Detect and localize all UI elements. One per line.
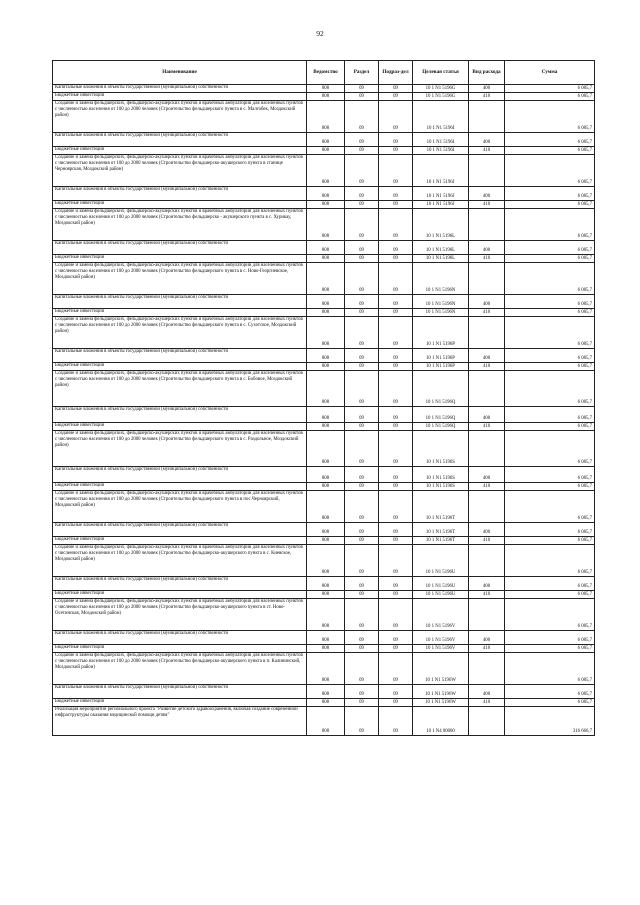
header-podrazdel: Подраз-дел (379, 61, 413, 85)
cell-ved: 808 (307, 201, 345, 209)
table-row (53, 309, 595, 317)
cell-cs: 10 1 N1 5196V (413, 631, 469, 645)
cell-sum: 6 085,7 (505, 545, 595, 577)
cell-podrazdel: 09 (379, 523, 413, 537)
cell-name: Создание и замена фельдшерских, фельдшерско-акушерских пунктов и врачебных амбулаторий для населенных пунктов с численностью населения от 100 до 2000 человек (Строительство фельдшерско-акушерского пункта в п. Калининский, Моздокский район) (53, 653, 307, 685)
cell-cs: 10 1 N1 5196J (413, 201, 469, 209)
cell-vr: 410 (469, 591, 505, 599)
table-row (53, 431, 595, 467)
cell-vr: 400 (469, 133, 505, 147)
cell-sum: 6 085,7 (505, 309, 595, 317)
cell-vr (469, 707, 505, 736)
cell-razdel: 09 (345, 591, 379, 599)
cell-cs: 10 1 N1 5196T (413, 523, 469, 537)
cell-ved: 808 (307, 147, 345, 155)
cell-podrazdel: 09 (379, 599, 413, 631)
table-row (53, 85, 595, 93)
cell-sum: 6 085,7 (505, 631, 595, 645)
cell-ved: 808 (307, 653, 345, 685)
cell-vr: 410 (469, 483, 505, 491)
cell-vr: 410 (469, 645, 505, 653)
cell-vr: 410 (469, 147, 505, 155)
cell-ved: 808 (307, 101, 345, 133)
cell-sum: 6 085,7 (505, 653, 595, 685)
cell-name: Бюджетные инвестиции (53, 363, 307, 371)
table-row (53, 653, 595, 685)
header-cs: Целевая статья (413, 61, 469, 85)
cell-sum: 6 085,7 (505, 371, 595, 407)
table-row (53, 349, 595, 363)
cell-vr: 400 (469, 187, 505, 201)
cell-vr: 410 (469, 537, 505, 545)
cell-cs: 10 1 N1 5196W (413, 685, 469, 699)
budget-table (52, 60, 595, 736)
table-row (53, 685, 595, 699)
table-row (53, 707, 595, 736)
cell-cs: 10 1 N1 5196N (413, 309, 469, 317)
cell-name: Капитальные вложения в объекты государственной (муниципальной) собственности (53, 241, 307, 255)
cell-name: Бюджетные инвестиции (53, 423, 307, 431)
cell-podrazdel: 09 (379, 241, 413, 255)
cell-name: Создание и замена фельдшерских, фельдшерско-акушерских пунктов и врачебных амбулаторий для населенных пунктов с численностью населения от 100 до 2000 человек (Строительство фельдшерско-акушерского пункта в ст. Ново-Осетинская, Моздокский район) (53, 599, 307, 631)
cell-cs: 10 1 N1 5196Q (413, 407, 469, 423)
cell-razdel: 09 (345, 317, 379, 349)
cell-razdel: 09 (345, 241, 379, 255)
cell-vr (469, 209, 505, 241)
cell-name: Создание и замена фельдшерских, фельдшерско-акушерских пунктов и врачебных амбулаторий для населенных пунктов с численностью населения от 100 до 2000 человек (Строительство фельдшерского пункта в пос.Черноярский, Моздокский район) (53, 491, 307, 523)
cell-ved: 808 (307, 93, 345, 101)
cell-ved: 808 (307, 209, 345, 241)
cell-cs: 10 1 N1 5196W (413, 653, 469, 685)
cell-sum: 6 085,7 (505, 241, 595, 255)
table-row (53, 577, 595, 591)
cell-podrazdel: 09 (379, 707, 413, 736)
cell-podrazdel: 09 (379, 101, 413, 133)
cell-vr: 400 (469, 685, 505, 699)
table-row (53, 467, 595, 483)
table-row (53, 241, 595, 255)
cell-vr: 410 (469, 363, 505, 371)
cell-vr (469, 101, 505, 133)
cell-name: Бюджетные инвестиции (53, 591, 307, 599)
table-row (53, 209, 595, 241)
table-row (53, 101, 595, 133)
cell-sum: 6 085,7 (505, 591, 595, 599)
table-row (53, 407, 595, 423)
cell-cs: 10 1 N1 5196G (413, 93, 469, 101)
cell-vr: 400 (469, 85, 505, 93)
table-row (53, 201, 595, 209)
cell-razdel: 09 (345, 523, 379, 537)
cell-ved: 808 (307, 591, 345, 599)
cell-razdel: 09 (345, 407, 379, 423)
cell-ved: 808 (307, 423, 345, 431)
cell-vr (469, 263, 505, 295)
cell-podrazdel: 09 (379, 591, 413, 599)
cell-ved: 808 (307, 491, 345, 523)
cell-razdel: 09 (345, 209, 379, 241)
cell-sum: 6 085,7 (505, 491, 595, 523)
cell-vr: 400 (469, 467, 505, 483)
cell-name: Капитальные вложения в объекты государственной (муниципальной) собственности (53, 187, 307, 201)
cell-name: Капитальные вложения в объекты государственной (муниципальной) собственности (53, 685, 307, 699)
cell-sum: 6 085,7 (505, 187, 595, 201)
cell-ved: 808 (307, 241, 345, 255)
table-row (53, 699, 595, 707)
cell-sum: 6 085,7 (505, 133, 595, 147)
header-razdel: Раздел (345, 61, 379, 85)
table-row (53, 423, 595, 431)
cell-razdel: 09 (345, 423, 379, 431)
cell-sum: 6 085,7 (505, 209, 595, 241)
cell-name: Создание и замена фельдшерских, фельдшерско-акушерских пунктов и врачебных амбулаторий для населенных пунктов с численностью населения от 100 до 2000 человек (Строительство фельдшерского пункта в с. Сухотское, Моздокский район) (53, 317, 307, 349)
cell-cs: 10 1 N1 5196Q (413, 371, 469, 407)
cell-ved: 808 (307, 699, 345, 707)
cell-razdel: 09 (345, 309, 379, 317)
cell-name: Создание и замена фельдшерских, фельдшерско-акушерских пунктов и врачебных амбулаторий для населенных пунктов с численностью населения от 100 до 2000 человек (Строительство фельдшерского пункта в с. Ново-Георгиевское, Моздокский район) (53, 263, 307, 295)
cell-razdel: 09 (345, 349, 379, 363)
cell-name: Капитальные вложения в объекты государственной (муниципальной) собственности (53, 295, 307, 309)
cell-ved: 808 (307, 133, 345, 147)
cell-cs: 10 1 N1 5196G (413, 85, 469, 93)
cell-sum: 6 085,7 (505, 349, 595, 363)
cell-podrazdel: 09 (379, 93, 413, 101)
cell-sum: 6 085,7 (505, 317, 595, 349)
cell-podrazdel: 09 (379, 423, 413, 431)
cell-cs: 10 1 N1 5196I (413, 147, 469, 155)
cell-razdel: 09 (345, 653, 379, 685)
table-row (53, 93, 595, 101)
cell-sum: 6 085,7 (505, 423, 595, 431)
table-row (53, 537, 595, 545)
cell-ved: 808 (307, 537, 345, 545)
cell-ved: 808 (307, 155, 345, 187)
header-sum: Сумма (505, 61, 595, 85)
cell-vr: 400 (469, 577, 505, 591)
table-row (53, 263, 595, 295)
header-ved: Ведомство (307, 61, 345, 85)
table-row (53, 483, 595, 491)
cell-vr (469, 599, 505, 631)
cell-podrazdel: 09 (379, 545, 413, 577)
cell-podrazdel: 09 (379, 467, 413, 483)
cell-ved: 808 (307, 483, 345, 491)
table-row (53, 155, 595, 187)
cell-ved: 808 (307, 371, 345, 407)
cell-razdel: 09 (345, 371, 379, 407)
cell-podrazdel: 09 (379, 577, 413, 591)
cell-razdel: 09 (345, 431, 379, 467)
cell-ved: 808 (307, 599, 345, 631)
cell-name: Создание и замена фельдшерских, фельдшерско-акушерских пунктов и врачебных амбулаторий для населенных пунктов с численностью населения от 100 до 2000 человек (Строительство фельдшерского пункта в с. Малгобек, Моздокский район) (53, 101, 307, 133)
cell-ved: 808 (307, 363, 345, 371)
cell-cs: 10 1 N1 5196S (413, 431, 469, 467)
cell-podrazdel: 09 (379, 255, 413, 263)
cell-sum: 6 085,7 (505, 147, 595, 155)
table-row (53, 545, 595, 577)
cell-vr: 400 (469, 523, 505, 537)
cell-razdel: 09 (345, 645, 379, 653)
cell-name: Капитальные вложения в объекты государственной (муниципальной) собственности (53, 85, 307, 93)
cell-razdel: 09 (345, 187, 379, 201)
cell-vr: 410 (469, 201, 505, 209)
cell-cs: 10 1 N1 5196P (413, 363, 469, 371)
cell-ved: 808 (307, 577, 345, 591)
cell-cs: 10 1 N1 5196I (413, 101, 469, 133)
table-row (53, 631, 595, 645)
cell-sum: 6 085,7 (505, 363, 595, 371)
cell-cs: 10 1 N1 5196N (413, 263, 469, 295)
cell-sum: 6 085,7 (505, 93, 595, 101)
cell-razdel: 09 (345, 599, 379, 631)
cell-cs: 10 1 N1 5196T (413, 491, 469, 523)
cell-razdel: 09 (345, 545, 379, 577)
cell-ved: 808 (307, 85, 345, 93)
cell-podrazdel: 09 (379, 645, 413, 653)
cell-cs: 10 1 N1 5196J (413, 187, 469, 201)
cell-sum: 6 085,7 (505, 467, 595, 483)
cell-vr (469, 545, 505, 577)
cell-cs: 10 1 N1 5196W (413, 699, 469, 707)
table-row (53, 317, 595, 349)
cell-cs: 10 1 N1 5196U (413, 545, 469, 577)
cell-sum: 6 085,7 (505, 599, 595, 631)
cell-cs: 10 1 N1 5196U (413, 577, 469, 591)
table-row (53, 147, 595, 155)
cell-ved: 808 (307, 187, 345, 201)
cell-ved: 808 (307, 685, 345, 699)
cell-name: Бюджетные инвестиции (53, 483, 307, 491)
cell-razdel: 09 (345, 255, 379, 263)
cell-podrazdel: 09 (379, 631, 413, 645)
cell-name: Капитальные вложения в объекты государственной (муниципальной) собственности (53, 349, 307, 363)
cell-sum: 6 085,7 (505, 201, 595, 209)
cell-podrazdel: 09 (379, 483, 413, 491)
cell-ved: 808 (307, 349, 345, 363)
cell-ved: 808 (307, 545, 345, 577)
cell-ved: 808 (307, 317, 345, 349)
table-row (53, 133, 595, 147)
cell-name: Бюджетные инвестиции (53, 699, 307, 707)
cell-razdel: 09 (345, 201, 379, 209)
cell-ved: 808 (307, 707, 345, 736)
cell-ved: 808 (307, 467, 345, 483)
cell-cs: 10 1 N1 5196T (413, 537, 469, 545)
cell-podrazdel: 09 (379, 317, 413, 349)
cell-cs: 10 1 N1 5196I (413, 133, 469, 147)
cell-podrazdel: 09 (379, 491, 413, 523)
cell-cs: 10 1 N1 5196L (413, 255, 469, 263)
cell-vr: 410 (469, 255, 505, 263)
cell-name: Бюджетные инвестиции (53, 255, 307, 263)
cell-name: Создание и замена фельдшерских, фельдшерско-акушерских пунктов и врачебных амбулаторий для населенных пунктов с численностью населения от 100 до 2000 человек (Строительство фельдшерского пункта в с. Раздольное, Моздокский район) (53, 431, 307, 467)
cell-sum: 316 666,7 (505, 707, 595, 736)
cell-sum: 6 085,7 (505, 685, 595, 699)
cell-sum: 6 085,7 (505, 523, 595, 537)
table-row (53, 591, 595, 599)
cell-razdel: 09 (345, 577, 379, 591)
cell-ved: 808 (307, 645, 345, 653)
cell-vr (469, 431, 505, 467)
cell-sum: 6 085,7 (505, 431, 595, 467)
cell-razdel: 09 (345, 85, 379, 93)
cell-podrazdel: 09 (379, 407, 413, 423)
cell-podrazdel: 09 (379, 363, 413, 371)
cell-vr: 410 (469, 93, 505, 101)
cell-vr (469, 491, 505, 523)
cell-sum: 6 085,7 (505, 255, 595, 263)
cell-name: Создание и замена фельдшерских, фельдшерско-акушерских пунктов и врачебных амбулаторий для населенных пунктов с численностью населения от 100 до 2000 человек (Строительство фельдшерско-акушерского пункта в с. Киевское, Моздокский район) (53, 545, 307, 577)
cell-podrazdel: 09 (379, 371, 413, 407)
cell-name: Капитальные вложения в объекты государственной (муниципальной) собственности (53, 133, 307, 147)
cell-name: Капитальные вложения в объекты государственной (муниципальной) собственности (53, 467, 307, 483)
cell-podrazdel: 09 (379, 85, 413, 93)
cell-podrazdel: 09 (379, 349, 413, 363)
cell-podrazdel: 09 (379, 133, 413, 147)
cell-name: Бюджетные инвестиции (53, 93, 307, 101)
cell-podrazdel: 09 (379, 263, 413, 295)
cell-vr (469, 653, 505, 685)
cell-name: Капитальные вложения в объекты государственной (муниципальной) собственности (53, 577, 307, 591)
cell-vr: 400 (469, 295, 505, 309)
cell-razdel: 09 (345, 707, 379, 736)
cell-razdel: 09 (345, 133, 379, 147)
cell-podrazdel: 09 (379, 187, 413, 201)
cell-podrazdel: 09 (379, 309, 413, 317)
cell-cs: 10 1 N1 5196N (413, 295, 469, 309)
cell-ved: 808 (307, 295, 345, 309)
cell-cs: 10 1 N1 5196V (413, 599, 469, 631)
cell-vr (469, 371, 505, 407)
table-row (53, 599, 595, 631)
cell-cs: 10 1 N1 5196V (413, 645, 469, 653)
cell-vr: 400 (469, 241, 505, 255)
cell-razdel: 09 (345, 685, 379, 699)
cell-sum: 6 085,7 (505, 577, 595, 591)
cell-cs: 10 1 N1 5196U (413, 591, 469, 599)
cell-cs: 10 1 N4 00000 (413, 707, 469, 736)
table-body (53, 85, 595, 736)
cell-razdel: 09 (345, 631, 379, 645)
cell-sum: 6 085,7 (505, 407, 595, 423)
table-row (53, 523, 595, 537)
cell-ved: 808 (307, 309, 345, 317)
cell-sum: 6 085,7 (505, 295, 595, 309)
cell-razdel: 09 (345, 467, 379, 483)
cell-vr: 400 (469, 349, 505, 363)
cell-cs: 10 1 N1 5196J (413, 155, 469, 187)
cell-sum: 6 085,7 (505, 699, 595, 707)
cell-razdel: 09 (345, 263, 379, 295)
cell-sum: 6 085,7 (505, 85, 595, 93)
cell-razdel: 09 (345, 155, 379, 187)
table-row (53, 371, 595, 407)
table-row (53, 363, 595, 371)
cell-razdel: 09 (345, 295, 379, 309)
cell-cs: 10 1 N1 5196L (413, 241, 469, 255)
cell-podrazdel: 09 (379, 699, 413, 707)
cell-razdel: 09 (345, 699, 379, 707)
cell-sum: 6 085,7 (505, 483, 595, 491)
cell-razdel: 09 (345, 537, 379, 545)
cell-razdel: 09 (345, 491, 379, 523)
cell-razdel: 09 (345, 101, 379, 133)
cell-razdel: 09 (345, 363, 379, 371)
cell-cs: 10 1 N1 5196S (413, 467, 469, 483)
cell-name: Реализация мероприятий регионального проекта "Развитие детского здравоохранения, включая создание современной инфраструктуры оказания медицинской помощи детям" (53, 707, 307, 736)
cell-cs: 10 1 N1 5196P (413, 317, 469, 349)
cell-ved: 808 (307, 523, 345, 537)
cell-podrazdel: 09 (379, 201, 413, 209)
cell-podrazdel: 09 (379, 685, 413, 699)
cell-vr: 410 (469, 699, 505, 707)
cell-sum: 6 085,7 (505, 537, 595, 545)
header-name: Наименование (53, 61, 307, 85)
cell-podrazdel: 09 (379, 295, 413, 309)
cell-podrazdel: 09 (379, 653, 413, 685)
cell-vr: 410 (469, 309, 505, 317)
table-row (53, 645, 595, 653)
cell-name: Капитальные вложения в объекты государственной (муниципальной) собственности (53, 523, 307, 537)
cell-ved: 808 (307, 631, 345, 645)
header-vr: Вид расхода (469, 61, 505, 85)
cell-sum: 6 085,7 (505, 101, 595, 133)
cell-cs: 10 1 N1 5196Q (413, 423, 469, 431)
page-number: 92 (316, 29, 324, 38)
cell-cs: 10 1 N1 5196S (413, 483, 469, 491)
cell-razdel: 09 (345, 147, 379, 155)
cell-razdel: 09 (345, 483, 379, 491)
cell-vr: 410 (469, 423, 505, 431)
cell-name: Бюджетные инвестиции (53, 309, 307, 317)
cell-ved: 808 (307, 255, 345, 263)
cell-podrazdel: 09 (379, 147, 413, 155)
table-row (53, 255, 595, 263)
cell-cs: 10 1 N1 5196P (413, 349, 469, 363)
table-row (53, 295, 595, 309)
cell-name: Капитальные вложения в объекты государственной (муниципальной) собственности (53, 407, 307, 423)
cell-podrazdel: 09 (379, 155, 413, 187)
table-row (53, 491, 595, 523)
cell-name: Капитальные вложения в объекты государственной (муниципальной) собственности (53, 631, 307, 645)
cell-name: Бюджетные инвестиции (53, 201, 307, 209)
cell-ved: 808 (307, 407, 345, 423)
cell-sum: 6 085,7 (505, 645, 595, 653)
cell-vr (469, 155, 505, 187)
cell-podrazdel: 09 (379, 431, 413, 467)
cell-podrazdel: 09 (379, 537, 413, 545)
cell-name: Бюджетные инвестиции (53, 537, 307, 545)
cell-name: Бюджетные инвестиции (53, 147, 307, 155)
cell-name: Создание и замена фельдшерских, фельдшерско-акушерских пунктов и врачебных амбулаторий для населенных пунктов с численностью населения от 100 до 2000 человек (Строительство фельдшерского пункта в с. Бобовое, Моздокский район) (53, 371, 307, 407)
cell-sum: 6 085,7 (505, 155, 595, 187)
cell-name: Бюджетные инвестиции (53, 645, 307, 653)
table-row (53, 187, 595, 201)
cell-vr: 400 (469, 631, 505, 645)
cell-vr: 400 (469, 407, 505, 423)
cell-sum: 6 085,7 (505, 263, 595, 295)
cell-name: Создание и замена фельдшерских, фельдшерско-акушерских пунктов и врачебных амбулаторий для населенных пунктов с численностью населения от 100 до 2000 человек (Строительство фельдшерско - акушерского пункта в с. Хурикау, Моздокский район) (53, 209, 307, 241)
cell-name: Создание и замена фельдшерских, фельдшерско-акушерских пунктов и врачебных амбулаторий для населенных пунктов с численностью населения от 100 до 2000 человек (Строительство фельдшерско-акушерского пункта в станице Черноярская, Моздокский район) (53, 155, 307, 187)
cell-ved: 808 (307, 263, 345, 295)
cell-vr (469, 317, 505, 349)
cell-cs: 10 1 N1 5196L (413, 209, 469, 241)
cell-razdel: 09 (345, 93, 379, 101)
cell-podrazdel: 09 (379, 209, 413, 241)
table-header (53, 61, 595, 85)
cell-ved: 808 (307, 431, 345, 467)
